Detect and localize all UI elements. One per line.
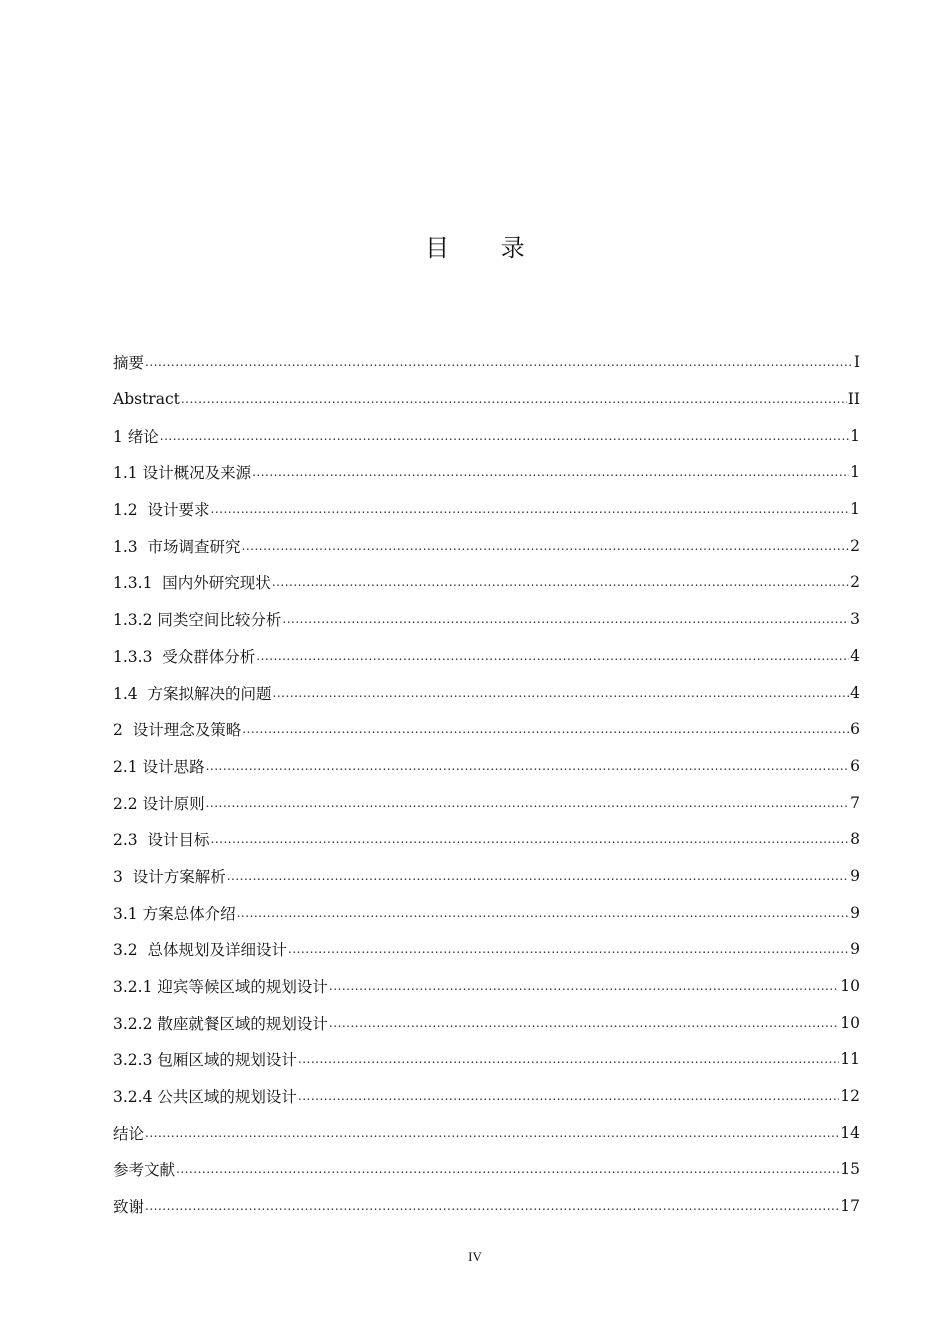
toc-entry[interactable]: [113, 1151, 860, 1188]
toc-leader-dots: [160, 429, 849, 443]
toc-entry-page: 15: [840, 1160, 860, 1179]
toc-leader-dots: [288, 942, 849, 956]
toc-leader-dots: [329, 979, 839, 993]
toc-entry-page: 10: [840, 977, 860, 996]
toc-entry-label: 3.2.1 迎宾等候区域的规划设计: [113, 978, 328, 997]
toc-entry-label: 3.2.3 包厢区域的规划设计: [113, 1051, 297, 1070]
toc-entry-page: 6: [850, 756, 860, 775]
toc-entry-page: 17: [840, 1197, 860, 1216]
toc-entry[interactable]: [113, 968, 860, 1005]
toc-entry-label: 3.1 方案总体介绍: [113, 904, 236, 923]
toc-entry[interactable]: [113, 344, 860, 381]
toc-entry-page: II: [847, 390, 860, 409]
toc-entry[interactable]: [113, 674, 860, 711]
toc-entry-label: 摘要: [113, 354, 145, 373]
toc-entry[interactable]: [113, 894, 860, 931]
toc-entry-label: 3.2 总体规划及详细设计: [113, 941, 288, 960]
toc-entry[interactable]: [113, 784, 860, 821]
toc-entry[interactable]: [113, 1078, 860, 1115]
toc-entry-label: 1.1 设计概况及来源: [113, 464, 252, 483]
toc-entry-page: 9: [850, 940, 860, 959]
toc-entry-page: 8: [850, 830, 860, 849]
toc-leader-dots: [176, 1162, 839, 1176]
toc-entry-label: 1.3.2 同类空间比较分析: [113, 611, 282, 630]
toc-entry-label: 3 设计方案解析: [113, 867, 226, 886]
toc-entry-page: 11: [840, 1050, 860, 1069]
toc-entry-page: 4: [850, 683, 860, 702]
toc-leader-dots: [206, 796, 850, 810]
toc-entry-label: 1 绪论: [113, 427, 159, 446]
toc-leader-dots: [272, 575, 849, 589]
toc-entry-label: 1.3.3 受众群体分析: [113, 647, 256, 666]
toc-leader-dots: [298, 1089, 839, 1103]
toc-entry[interactable]: [113, 564, 860, 601]
toc-entry-label: 1.4 方案拟解决的问题: [113, 684, 272, 703]
toc-entry-page: 14: [840, 1123, 860, 1142]
toc-entry-label: 2 设计理念及策略: [113, 721, 242, 740]
toc-entry[interactable]: [113, 1188, 860, 1225]
toc-entry[interactable]: [113, 748, 860, 785]
toc-leader-dots: [211, 502, 850, 516]
toc-entry-label: Abstract: [113, 390, 180, 409]
toc-leader-dots: [282, 612, 849, 626]
toc-entry-page: 1: [850, 426, 860, 445]
toc-entry-label: 1.3 市场调查研究: [113, 537, 241, 556]
toc-leader-dots: [242, 722, 849, 736]
toc-entry-page: 1: [850, 500, 860, 519]
toc-entry-label: 2.3 设计目标: [113, 831, 210, 850]
toc-entry-label: 1.3.1 国内外研究现状: [113, 574, 271, 593]
toc-entry[interactable]: [113, 931, 860, 968]
toc-leader-dots: [237, 906, 850, 920]
toc-entry-page: 7: [850, 793, 860, 812]
toc-leader-dots: [273, 686, 850, 700]
toc-entry-page: 1: [850, 463, 860, 482]
toc-entry-label: 参考文献: [113, 1161, 176, 1180]
toc-entry-label: 1.2 设计要求: [113, 501, 210, 520]
toc-entry-label: 结论: [113, 1124, 145, 1143]
toc-entry[interactable]: [113, 858, 860, 895]
toc-leader-dots: [145, 1199, 839, 1213]
toc-entry[interactable]: [113, 821, 860, 858]
toc-entry[interactable]: [113, 711, 860, 748]
toc-entry-page: 4: [850, 646, 860, 665]
page-title: 目 录: [425, 234, 547, 262]
toc-entry-label: 2.1 设计思路: [113, 757, 205, 776]
toc-entry[interactable]: [113, 601, 860, 638]
toc-leader-dots: [211, 832, 850, 846]
toc-entry[interactable]: [113, 638, 860, 675]
toc-entry-page: I: [853, 353, 860, 372]
toc-entry[interactable]: [113, 454, 860, 491]
toc-leader-dots: [206, 759, 850, 773]
toc-leader-dots: [242, 539, 850, 553]
toc-entry[interactable]: [113, 381, 860, 418]
toc-leader-dots: [252, 465, 849, 479]
toc-entry-page: 12: [840, 1087, 860, 1106]
toc-entry[interactable]: [113, 1041, 860, 1078]
toc-entry-page: 2: [850, 573, 860, 592]
toc-entry-page: 9: [850, 866, 860, 885]
toc-entry-label: 3.2.2 散座就餐区域的规划设计: [113, 1014, 328, 1033]
table-of-contents: [113, 344, 860, 1225]
toc-leader-dots: [227, 869, 849, 883]
toc-entry[interactable]: [113, 1114, 860, 1151]
page-number: IV: [468, 1249, 482, 1264]
toc-entry[interactable]: [113, 417, 860, 454]
toc-leader-dots: [329, 1016, 839, 1030]
toc-entry-label: 2.2 设计原则: [113, 794, 205, 813]
toc-entry-label: 3.2.4 公共区域的规划设计: [113, 1088, 297, 1107]
toc-entry-page: 9: [850, 903, 860, 922]
toc-entry[interactable]: [113, 491, 860, 528]
toc-leader-dots: [145, 355, 853, 369]
toc-entry[interactable]: [113, 527, 860, 564]
toc-entry-label: 致谢: [113, 1198, 145, 1217]
toc-entry-page: 2: [850, 536, 860, 555]
toc-entry-page: 6: [850, 720, 860, 739]
toc-entry-page: 3: [850, 610, 860, 629]
toc-leader-dots: [145, 1126, 839, 1140]
toc-entry[interactable]: [113, 1004, 860, 1041]
toc-leader-dots: [256, 649, 849, 663]
toc-entry-page: 10: [840, 1013, 860, 1032]
toc-leader-dots: [298, 1052, 839, 1066]
toc-leader-dots: [181, 392, 847, 406]
